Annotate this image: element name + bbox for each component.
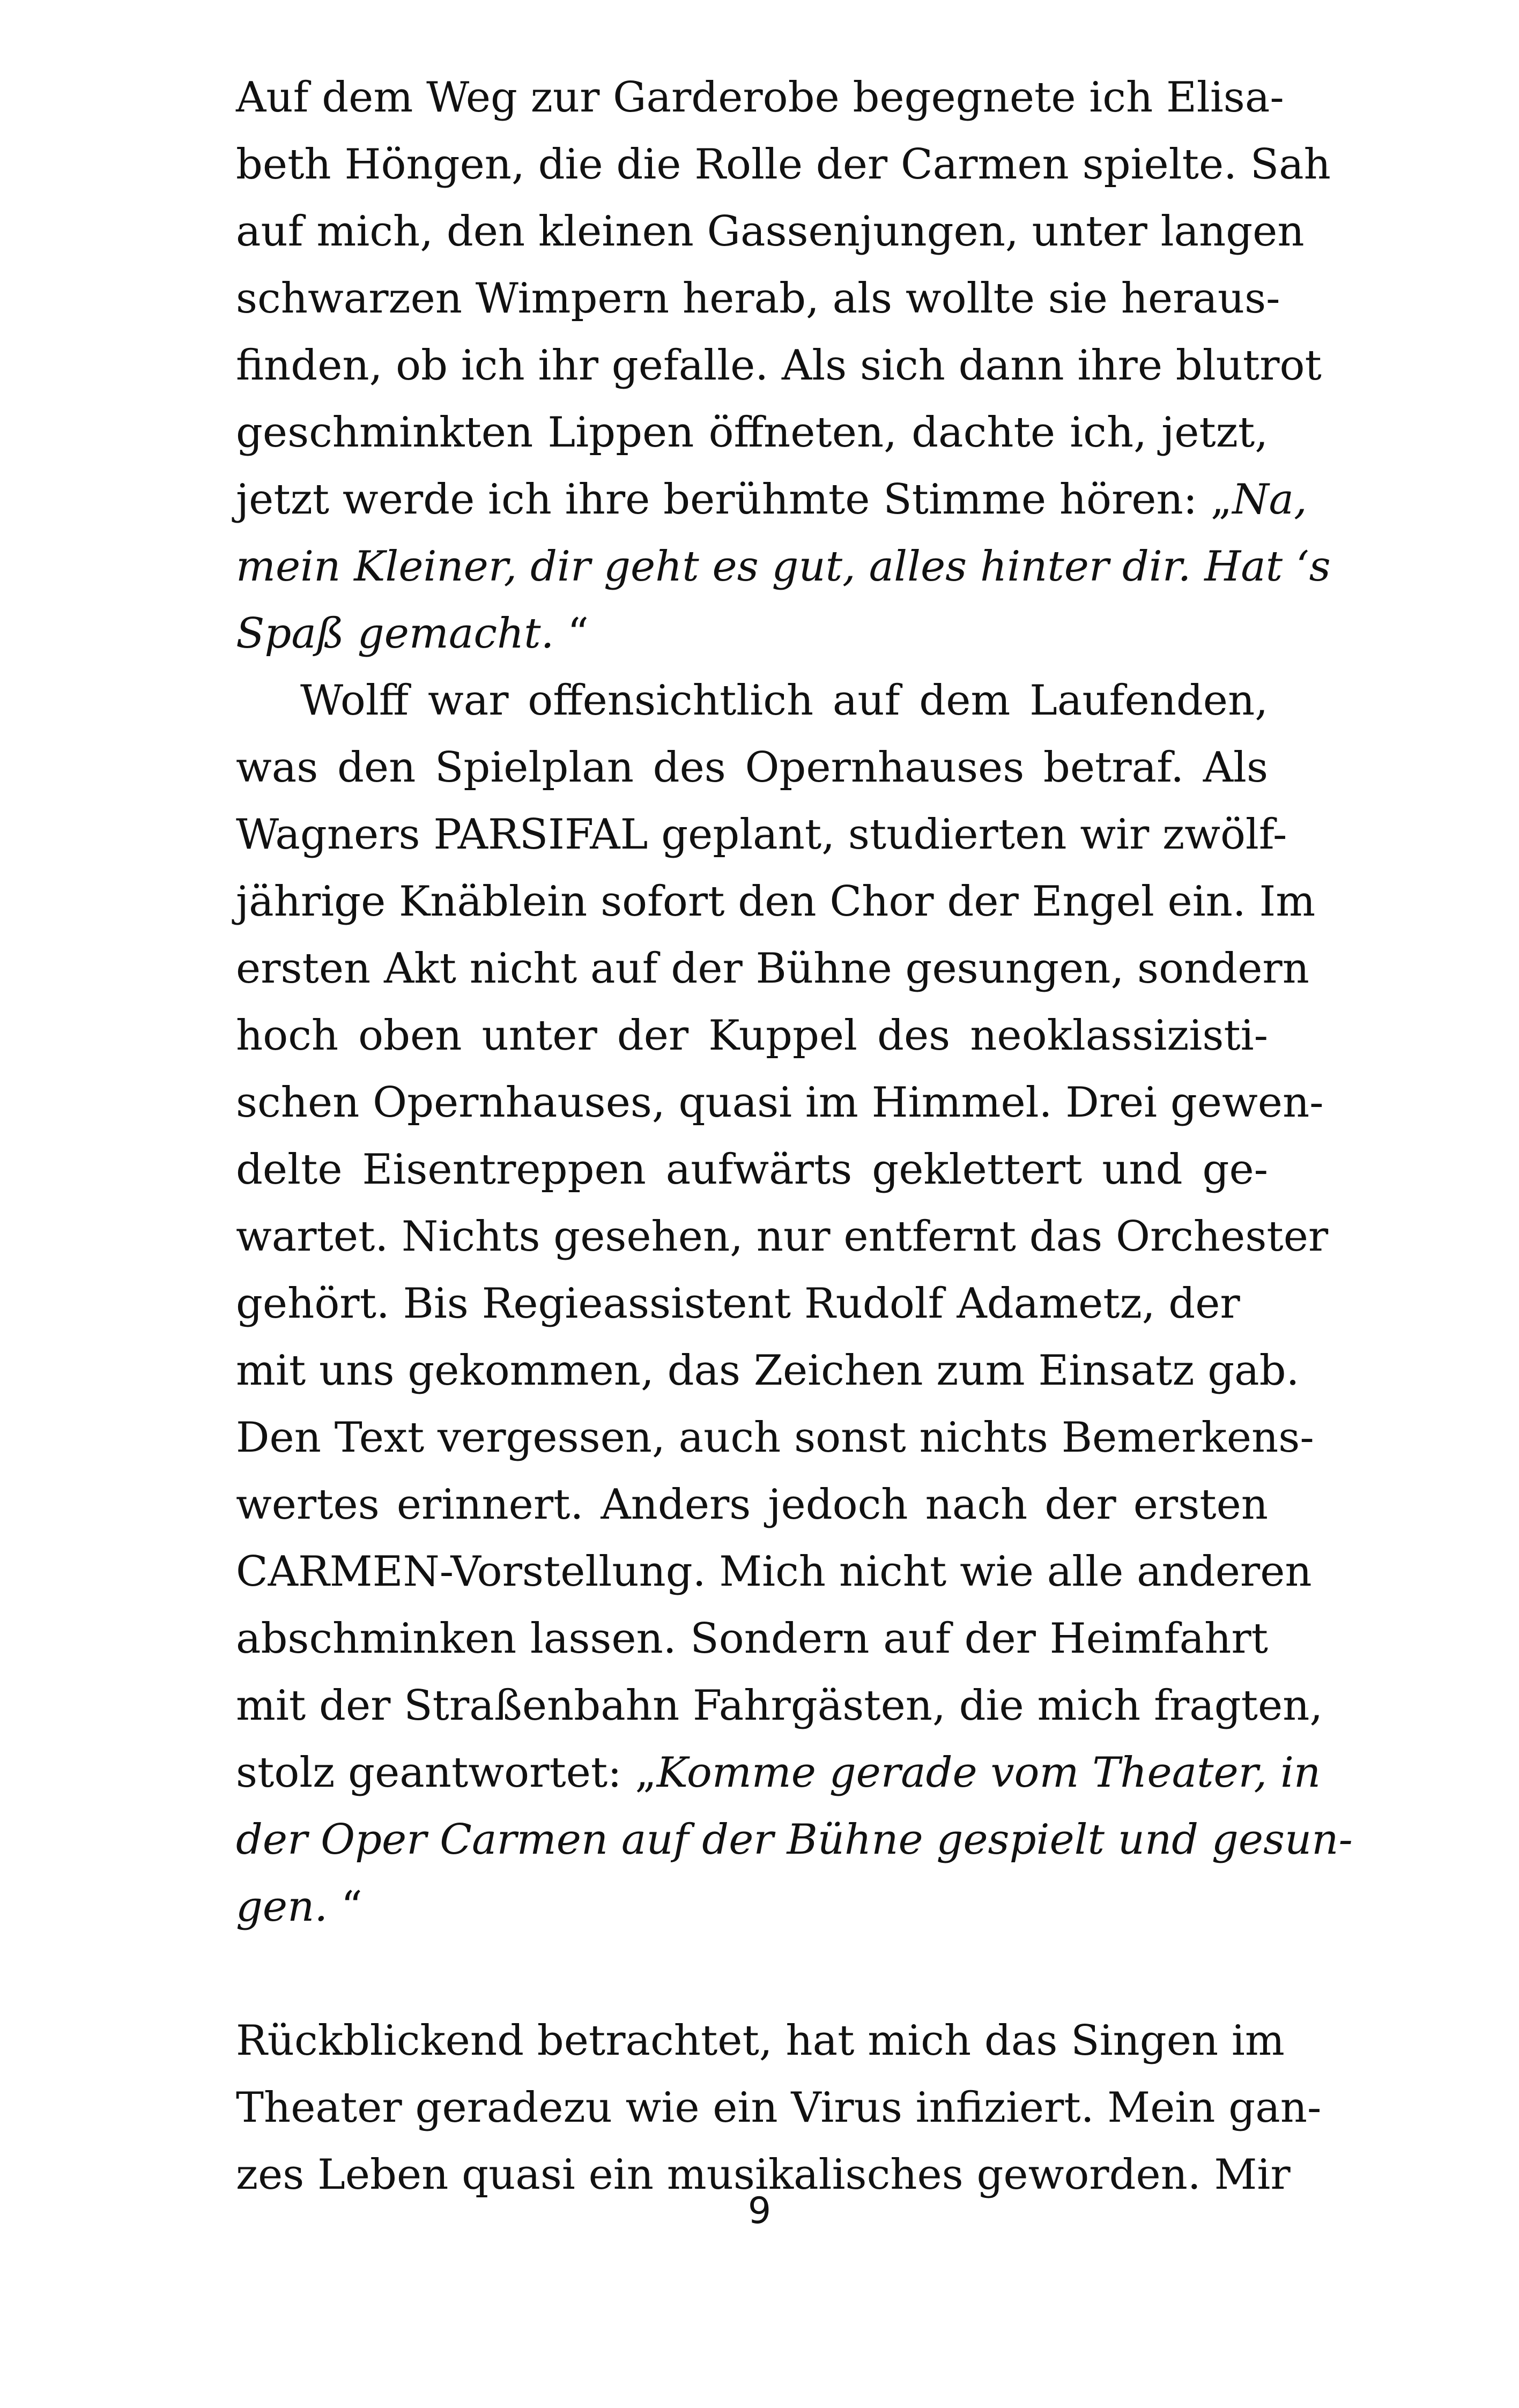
text-line: Auf dem Weg zur Garderobe begegnete ich Elisa- [236,73,1284,122]
text-line: auf mich, den kleinen Gassenjungen, unter langen [236,207,1305,256]
quote-italic: der Oper Carmen auf der Bühne gespielt und gesun- [236,1816,1353,1864]
text-line: finden, ob ich ihr gefalle. Als sich dann ihre blutrot [236,341,1322,390]
text-line: Wagners PARSIFAL geplant, studierten wir zwölf- [236,811,1287,859]
text-line: delte Eisentreppen aufwärts geklettert und ge- [236,1146,1268,1194]
text-line: abschminken lassen. Sondern auf der Heimfahrt [236,1615,1268,1663]
text-line: Theater geradezu wie ein Virus infiziert. Mein gan- [236,2084,1322,2132]
text-line: ersten Akt nicht auf der Bühne gesungen, sondern [236,945,1309,993]
text-line: was den Spielplan des Opernhauses betraf. Als [236,744,1268,792]
text-line: mit der Straßenbahn Fahrgästen, die mich fragten, [236,1682,1323,1730]
text-line [236,1874,1268,1941]
text-line: zes Leben quasi ein musikalisches geworden. Mir [236,2151,1291,2199]
text-line: Wolff war offensichtlich auf dem Laufenden, [300,677,1268,725]
text-line: hoch oben unter der Kuppel des neoklassizisti- [236,1012,1268,1060]
text-line: Rückblickend betrachtet, hat mich das Singen im [236,2017,1285,2065]
quote-italic: Na, [1232,475,1307,524]
text-line: jährige Knäblein sofort den Chor der Engel ein. Im [236,878,1316,926]
text-segment: jetzt werde ich ihre berühmte Stimme hören: „ [236,475,1233,524]
text-line: geschminkten Lippen öffneten, dachte ich, jetzt, [236,408,1268,457]
text-line [236,466,1307,533]
text-line [236,600,1268,667]
paragraph-gap [236,1941,1268,2008]
text-line: beth Höngen, die die Rolle der Carmen spielte. Sah [236,140,1331,189]
text-line: Den Text vergessen, auch sonst nichts Bemerkens- [236,1414,1314,1462]
closing-quote: “ [554,610,589,658]
text-line: schwarzen Wimpern herab, als wollte sie heraus- [236,274,1280,323]
text-line: mit uns gekommen, das Zeichen zum Einsatz gab. [236,1347,1300,1395]
text-line [236,1807,1353,1874]
quote-italic: gen. [236,1883,328,1931]
text-segment: stolz geantwortet: „ [236,1749,657,1797]
quote-italic: Spaß gemacht. [236,610,554,658]
quote-italic: mein Kleiner, dir geht es gut, alles hinter dir. Hat ‘s [236,542,1331,591]
text-line: wartet. Nichts gesehen, nur entfernt das Orchester [236,1213,1329,1261]
page-number: 9 [747,2190,772,2232]
text-line [236,1740,1321,1807]
text-line: gehört. Bis Regieassistent Rudolf Adametz, der [236,1280,1240,1328]
body-text [236,64,1353,2209]
text-line [236,533,1331,600]
text-line: schen Opernhauses, quasi im Himmel. Drei gewen- [236,1079,1324,1127]
text-line: CARMEN-Vorstellung. Mich nicht wie alle anderen [236,1548,1312,1596]
closing-quote: “ [328,1883,362,1931]
quote-italic: Komme gerade vom Theater, in [656,1749,1321,1797]
text-line: wertes erinnert. Anders jedoch nach der ersten [236,1481,1268,1529]
